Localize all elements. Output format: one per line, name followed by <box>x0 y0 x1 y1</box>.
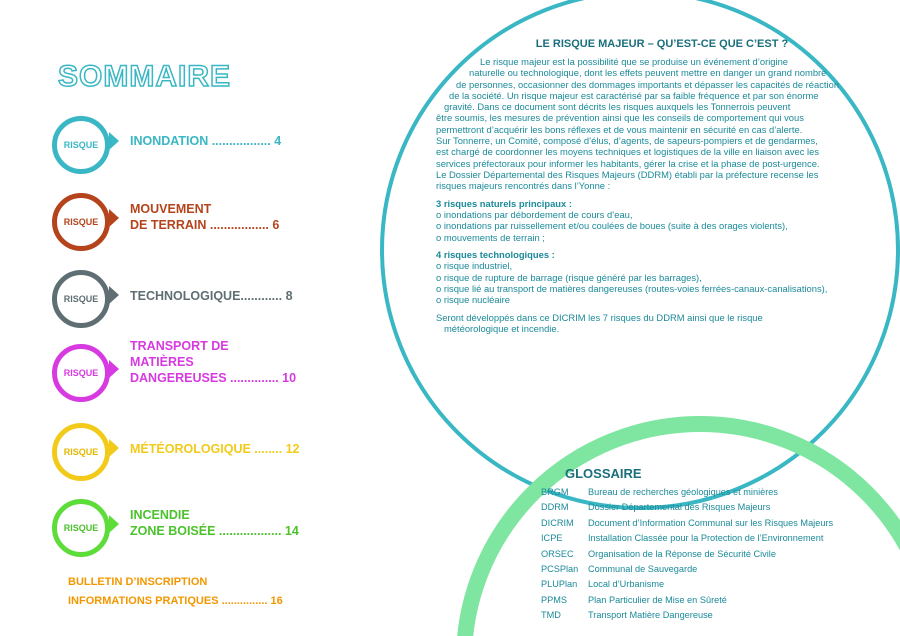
glossary-definition: Transport Matière Dangereuse <box>588 610 713 621</box>
risque-badge: RISQUE <box>52 193 110 251</box>
arrow-icon <box>109 286 119 304</box>
toc-entry-meteorologique[interactable] <box>52 423 312 473</box>
intro-line: gravité. Dans ce document sont décrits les risques auxquels les Tonnerrois peuvent <box>444 101 791 113</box>
intro-line: Le Dossier Départemental des Risques Majeurs (DDRM) établi par la préfecture recense les <box>436 168 819 180</box>
glossary-definition: Plan Particulier de Mise en Sûreté <box>588 594 727 605</box>
intro-line: services préfectoraux pour informer les habitants, gérer la crise et la phase de post-urgence. <box>436 157 820 169</box>
glossary-row <box>541 593 833 608</box>
intro-line: est chargé de coordonner les moyens techniques et logistiques de la ville en liaison avec les <box>436 146 820 158</box>
glossary-definition: Installation Classée pour la Protection de l’Environnement <box>588 533 824 544</box>
arrow-icon <box>109 132 119 150</box>
risque-badge: RISQUE <box>52 344 110 402</box>
risque-majeur-title: LE RISQUE MAJEUR – QU’EST-CE QUE C’EST ? <box>535 38 789 50</box>
risque-badge: RISQUE <box>52 116 110 174</box>
glossary-abbr: PCSPlan <box>541 564 579 575</box>
glossary-abbr: DDRM <box>541 502 569 513</box>
risque-badge: RISQUE <box>52 423 110 481</box>
toc-label: INONDATION ................. 4 <box>130 134 282 148</box>
toc-entry-incendie-zone-boisee[interactable] <box>52 499 312 549</box>
glossary-abbr: ORSEC <box>541 548 574 559</box>
toc-entry-mouvement-de-terrain[interactable] <box>52 193 312 243</box>
glossary-section <box>541 466 833 624</box>
informations-pratiques-link[interactable]: INFORMATIONS PRATIQUES ............... 16 <box>68 595 283 607</box>
intro-line: naturelle ou technologique, dont les effets peuvent mettre en danger un grand nombre <box>469 67 827 79</box>
glossary-abbr: DICRIM <box>541 517 574 528</box>
glossary-definition: Document d’Information Communal sur les Risques Majeurs <box>588 517 834 528</box>
glossary-row <box>541 531 833 546</box>
glossary-row <box>541 577 833 592</box>
glossary-definition: Organisation de la Réponse de Sécurité Civile <box>588 548 776 559</box>
intro-line: Sur Tonnerre, un Comité, composé d’élus, d’agents, de sapeurs-pompiers et de gendarmes, <box>436 135 818 147</box>
natural-risk-item: o inondations par ruissellement et/ou coulées de boues (suite à des orages violents), <box>436 220 888 231</box>
arrow-icon <box>109 209 119 227</box>
risque-badge: RISQUE <box>52 270 110 328</box>
conclusion-line: Seront développés dans ce DICRIM les 7 risques du DDRM ainsi que le risque <box>436 311 763 323</box>
glossary-definition: Communal de Sauvegarde <box>588 564 698 575</box>
intro-line: risques majeurs rencontrés dans l’Yonne : <box>436 180 611 192</box>
intro-line: de personnes, occasionner des dommages importants et dépasser les capacités de réaction <box>456 78 840 90</box>
arrow-icon <box>109 515 119 533</box>
bulletin-inscription-link[interactable]: BULLETIN D’INSCRIPTION <box>68 576 208 588</box>
intro-line: Le risque majeur est la possibilité que se produise un événement d’origine <box>480 56 788 67</box>
intro-line: être soumis, les mesures de prévention ainsi que les conseils de comportement qui vous <box>436 112 804 124</box>
toc-label: TRANSPORT DE MATIÈRES DANGEREUSES .............. 10 <box>130 339 297 385</box>
glossary-row <box>541 562 833 577</box>
risque-majeur-section <box>436 38 888 334</box>
natural-risk-item: o inondations par débordement de cours d’eau, <box>436 209 888 220</box>
glossary-abbr: BRGM <box>541 487 569 497</box>
glossary-row <box>541 500 833 515</box>
intro-line: permettront d’acquérir les bons réflexes et de vous maintenir en sécurité en cas d’alerte. <box>436 123 803 135</box>
glossary-row <box>541 547 833 562</box>
risque-badge: RISQUE <box>52 499 110 557</box>
glossary-definition: Dossier Départemental des Risques Majeurs <box>588 502 771 513</box>
glossary-definition: Bureau de recherches géologiques et minières <box>588 487 778 497</box>
toc-label: INCENDIE ZONE BOISÉE .................. 14 <box>130 508 299 538</box>
glossary-row <box>541 608 833 623</box>
bottom-links <box>68 573 283 611</box>
tech-risk-item: o risque nucléaire <box>436 294 888 305</box>
toc-entry-technologique[interactable] <box>52 270 312 320</box>
glossary-row <box>541 485 833 500</box>
glossary-definition: Local d’Urbanisme <box>588 579 665 590</box>
tech-risk-item: o risque industriel, <box>436 260 888 271</box>
tech-risk-item: o risque de rupture de barrage (risque généré par les barrages), <box>436 272 888 283</box>
natural-risk-item: o mouvements de terrain ; <box>436 232 888 243</box>
arrow-icon <box>109 360 119 378</box>
glossary-row <box>541 516 833 531</box>
arrow-icon <box>109 439 119 457</box>
intro-line: de la société. Un risque majeur est caractérisé par sa faible fréquence et par son énorme <box>449 89 819 101</box>
glossary-abbr: PLUPlan <box>541 579 578 590</box>
conclusion-paragraph <box>436 312 888 335</box>
toc-entry-transport-matieres-dangereuses[interactable] <box>52 339 312 396</box>
toc-label: MOUVEMENT DE TERRAIN ................. 6 <box>130 202 280 232</box>
tech-risk-item: o risque lié au transport de matières dangereuses (routes-voies ferrées-canaux-canalisations), <box>436 283 888 294</box>
conclusion-line: météorologique et incendie. <box>444 322 560 334</box>
sommaire-title: SOMMAIRE <box>58 60 231 93</box>
toc-label: TECHNOLOGIQUE............ 8 <box>130 289 293 303</box>
toc-label: MÉTÉOROLOGIQUE ........ 12 <box>130 442 300 456</box>
glossary-abbr: PPMS <box>541 594 568 605</box>
glossary-abbr: ICPE <box>541 533 563 544</box>
tech-risks-title: 4 risques technologiques : <box>436 248 555 260</box>
natural-risks-title: 3 risques naturels principaux : <box>436 197 572 209</box>
toc-entry-inondation[interactable] <box>52 116 312 166</box>
intro-paragraph <box>436 56 888 192</box>
glossary-abbr: TMD <box>541 610 561 621</box>
glossary-title: GLOSSAIRE <box>565 466 642 481</box>
